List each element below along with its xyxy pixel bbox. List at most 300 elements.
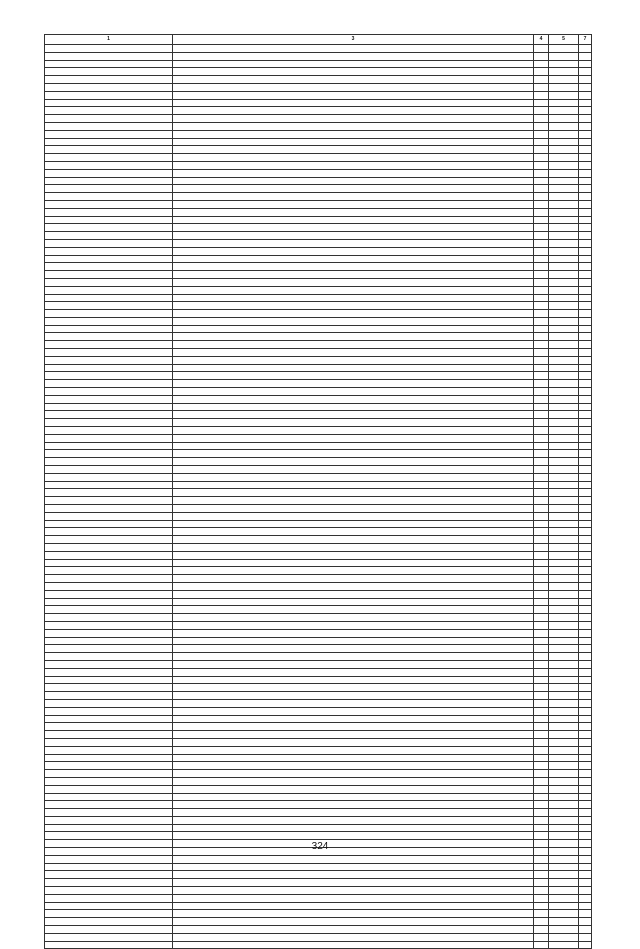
record-cell	[45, 442, 173, 450]
table-row	[45, 910, 592, 918]
table-row	[45, 107, 592, 115]
table-row	[45, 824, 592, 832]
year-cell	[549, 918, 579, 926]
year-cell	[549, 302, 579, 310]
record-cell	[45, 668, 173, 676]
marker-cell	[534, 239, 549, 247]
year-cell	[549, 403, 579, 411]
record-cell	[45, 809, 173, 817]
record-cell	[45, 855, 173, 863]
marker-cell	[579, 442, 592, 450]
record-cell	[45, 933, 173, 941]
year-cell	[549, 855, 579, 863]
record-cell	[45, 738, 173, 746]
year-cell	[549, 497, 579, 505]
work-cell	[173, 380, 534, 388]
year-cell	[549, 699, 579, 707]
record-cell	[45, 918, 173, 926]
year-cell	[549, 380, 579, 388]
record-cell	[45, 76, 173, 84]
work-cell	[173, 855, 534, 863]
year-cell	[549, 278, 579, 286]
year-cell	[549, 325, 579, 333]
year-cell	[549, 832, 579, 840]
record-cell	[45, 419, 173, 427]
work-cell	[173, 286, 534, 294]
record-cell	[45, 614, 173, 622]
header-cell: 3	[173, 35, 534, 45]
year-cell	[549, 668, 579, 676]
work-cell	[173, 738, 534, 746]
work-cell	[173, 99, 534, 107]
marker-cell	[534, 286, 549, 294]
marker-cell	[534, 216, 549, 224]
record-cell	[45, 232, 173, 240]
table-row	[45, 637, 592, 645]
table-row	[45, 341, 592, 349]
year-cell	[549, 349, 579, 357]
year-cell	[549, 582, 579, 590]
table-row	[45, 466, 592, 474]
table-row	[45, 809, 592, 817]
work-cell	[173, 926, 534, 934]
record-cell	[45, 793, 173, 801]
marker-cell	[579, 567, 592, 575]
work-cell	[173, 325, 534, 333]
marker-cell	[534, 107, 549, 115]
work-cell	[173, 551, 534, 559]
table-row	[45, 232, 592, 240]
work-cell	[173, 232, 534, 240]
marker-cell	[534, 115, 549, 123]
record-cell	[45, 879, 173, 887]
record-cell	[45, 894, 173, 902]
work-cell	[173, 83, 534, 91]
table-row	[45, 154, 592, 162]
work-cell	[173, 754, 534, 762]
record-cell	[45, 185, 173, 193]
marker-cell	[579, 356, 592, 364]
marker-cell	[534, 193, 549, 201]
marker-cell	[534, 271, 549, 279]
table-row	[45, 310, 592, 318]
year-cell	[549, 606, 579, 614]
record-cell	[45, 910, 173, 918]
header-cell: 5	[549, 35, 579, 45]
work-cell	[173, 466, 534, 474]
marker-cell	[579, 559, 592, 567]
marker-cell	[579, 746, 592, 754]
work-cell	[173, 91, 534, 99]
work-cell	[173, 544, 534, 552]
table-row	[45, 434, 592, 442]
table-row	[45, 83, 592, 91]
marker-cell	[579, 489, 592, 497]
work-cell	[173, 707, 534, 715]
table-row	[45, 505, 592, 513]
year-cell	[549, 653, 579, 661]
table-row	[45, 349, 592, 357]
marker-cell	[579, 193, 592, 201]
marker-cell	[579, 785, 592, 793]
marker-cell	[579, 403, 592, 411]
header-cell: 7	[579, 35, 592, 45]
table-row	[45, 263, 592, 271]
year-cell	[549, 715, 579, 723]
record-cell	[45, 801, 173, 809]
record-cell	[45, 832, 173, 840]
year-cell	[549, 434, 579, 442]
work-cell	[173, 138, 534, 146]
table-row	[45, 614, 592, 622]
marker-cell	[579, 645, 592, 653]
work-cell	[173, 692, 534, 700]
record-cell	[45, 169, 173, 177]
marker-cell	[579, 388, 592, 396]
marker-cell	[579, 364, 592, 372]
marker-cell	[579, 770, 592, 778]
work-cell	[173, 473, 534, 481]
work-cell	[173, 278, 534, 286]
record-cell	[45, 941, 173, 949]
marker-cell	[534, 746, 549, 754]
table-row	[45, 161, 592, 169]
table-row	[45, 715, 592, 723]
table-row	[45, 871, 592, 879]
marker-cell	[579, 660, 592, 668]
marker-cell	[579, 458, 592, 466]
year-cell	[549, 427, 579, 435]
marker-cell	[579, 325, 592, 333]
record-cell	[45, 263, 173, 271]
table-row	[45, 707, 592, 715]
marker-cell	[579, 777, 592, 785]
year-cell	[549, 801, 579, 809]
year-cell	[549, 247, 579, 255]
record-cell	[45, 637, 173, 645]
table-row	[45, 926, 592, 934]
table-row	[45, 520, 592, 528]
year-cell	[549, 91, 579, 99]
year-cell	[549, 138, 579, 146]
work-cell	[173, 559, 534, 567]
work-cell	[173, 434, 534, 442]
marker-cell	[579, 349, 592, 357]
record-cell	[45, 427, 173, 435]
table-row	[45, 528, 592, 536]
record-cell	[45, 271, 173, 279]
work-cell	[173, 816, 534, 824]
marker-cell	[579, 224, 592, 232]
marker-cell	[579, 551, 592, 559]
record-cell	[45, 582, 173, 590]
work-cell	[173, 629, 534, 637]
record-cell	[45, 395, 173, 403]
marker-cell	[534, 582, 549, 590]
year-cell	[549, 505, 579, 513]
record-cell	[45, 590, 173, 598]
work-cell	[173, 411, 534, 419]
year-cell	[549, 645, 579, 653]
marker-cell	[579, 505, 592, 513]
table-row	[45, 60, 592, 68]
marker-cell	[579, 185, 592, 193]
year-cell	[549, 887, 579, 895]
work-cell	[173, 200, 534, 208]
marker-cell	[534, 372, 549, 380]
work-cell	[173, 317, 534, 325]
marker-cell	[534, 723, 549, 731]
table-row	[45, 99, 592, 107]
marker-cell	[534, 707, 549, 715]
table-row	[45, 193, 592, 201]
record-cell	[45, 692, 173, 700]
record-cell	[45, 699, 173, 707]
table-row	[45, 286, 592, 294]
record-cell	[45, 598, 173, 606]
marker-cell	[579, 473, 592, 481]
year-cell	[549, 107, 579, 115]
year-cell	[549, 76, 579, 84]
marker-cell	[579, 590, 592, 598]
record-cell	[45, 575, 173, 583]
table-row	[45, 754, 592, 762]
record-cell	[45, 255, 173, 263]
year-cell	[549, 310, 579, 318]
year-cell	[549, 684, 579, 692]
work-cell	[173, 762, 534, 770]
table-row	[45, 411, 592, 419]
table-row	[45, 302, 592, 310]
work-cell	[173, 271, 534, 279]
work-cell	[173, 76, 534, 84]
record-cell	[45, 364, 173, 372]
table-row	[45, 380, 592, 388]
year-cell	[549, 575, 579, 583]
marker-cell	[534, 512, 549, 520]
marker-cell	[534, 738, 549, 746]
table-row	[45, 621, 592, 629]
record-cell	[45, 785, 173, 793]
work-cell	[173, 146, 534, 154]
year-cell	[549, 271, 579, 279]
work-cell	[173, 832, 534, 840]
work-cell	[173, 879, 534, 887]
table-row	[45, 216, 592, 224]
marker-cell	[534, 76, 549, 84]
work-cell	[173, 255, 534, 263]
record-cell	[45, 325, 173, 333]
record-cell	[45, 481, 173, 489]
year-cell	[549, 777, 579, 785]
table-row	[45, 52, 592, 60]
table-row	[45, 777, 592, 785]
year-cell	[549, 559, 579, 567]
marker-cell	[534, 871, 549, 879]
marker-cell	[534, 824, 549, 832]
table-row	[45, 699, 592, 707]
year-cell	[549, 239, 579, 247]
year-cell	[549, 824, 579, 832]
record-cell	[45, 567, 173, 575]
record-cell	[45, 317, 173, 325]
year-cell	[549, 520, 579, 528]
marker-cell	[579, 434, 592, 442]
marker-cell	[534, 232, 549, 240]
record-cell	[45, 341, 173, 349]
record-cell	[45, 489, 173, 497]
record-cell	[45, 770, 173, 778]
marker-cell	[579, 809, 592, 817]
marker-cell	[579, 286, 592, 294]
year-cell	[549, 692, 579, 700]
record-cell	[45, 216, 173, 224]
marker-cell	[534, 653, 549, 661]
work-cell	[173, 910, 534, 918]
record-cell	[45, 871, 173, 879]
work-cell	[173, 723, 534, 731]
marker-cell	[534, 122, 549, 130]
year-cell	[549, 536, 579, 544]
work-cell	[173, 793, 534, 801]
marker-cell	[534, 754, 549, 762]
marker-cell	[579, 99, 592, 107]
marker-cell	[579, 668, 592, 676]
marker-cell	[534, 505, 549, 513]
marker-cell	[579, 528, 592, 536]
table-row	[45, 676, 592, 684]
year-cell	[549, 770, 579, 778]
marker-cell	[579, 130, 592, 138]
marker-cell	[534, 434, 549, 442]
table-row	[45, 855, 592, 863]
marker-cell	[579, 115, 592, 123]
marker-cell	[534, 450, 549, 458]
marker-cell	[534, 887, 549, 895]
year-cell	[549, 216, 579, 224]
marker-cell	[534, 388, 549, 396]
marker-cell	[579, 793, 592, 801]
table-row	[45, 738, 592, 746]
record-cell	[45, 551, 173, 559]
table-row	[45, 582, 592, 590]
table-row	[45, 395, 592, 403]
marker-cell	[579, 614, 592, 622]
record-cell	[45, 52, 173, 60]
table-row	[45, 122, 592, 130]
marker-cell	[534, 255, 549, 263]
work-cell	[173, 107, 534, 115]
table-row	[45, 816, 592, 824]
marker-cell	[579, 232, 592, 240]
work-cell	[173, 372, 534, 380]
work-cell	[173, 349, 534, 357]
marker-cell	[579, 699, 592, 707]
marker-cell	[579, 161, 592, 169]
marker-cell	[579, 91, 592, 99]
marker-cell	[579, 60, 592, 68]
marker-cell	[579, 341, 592, 349]
record-cell	[45, 466, 173, 474]
table-row	[45, 606, 592, 614]
work-cell	[173, 614, 534, 622]
record-cell	[45, 388, 173, 396]
year-cell	[549, 894, 579, 902]
year-cell	[549, 341, 579, 349]
marker-cell	[579, 380, 592, 388]
marker-cell	[534, 910, 549, 918]
work-cell	[173, 364, 534, 372]
record-cell	[45, 528, 173, 536]
record-cell	[45, 676, 173, 684]
marker-cell	[534, 629, 549, 637]
year-cell	[549, 660, 579, 668]
table-row	[45, 146, 592, 154]
table-row	[45, 247, 592, 255]
marker-cell	[534, 676, 549, 684]
year-cell	[549, 208, 579, 216]
work-cell	[173, 637, 534, 645]
year-cell	[549, 762, 579, 770]
marker-cell	[534, 458, 549, 466]
marker-cell	[534, 263, 549, 271]
year-cell	[549, 902, 579, 910]
record-cell	[45, 606, 173, 614]
table-row	[45, 770, 592, 778]
marker-cell	[579, 684, 592, 692]
year-cell	[549, 161, 579, 169]
marker-cell	[579, 83, 592, 91]
work-cell	[173, 785, 534, 793]
work-cell	[173, 536, 534, 544]
table-row	[45, 91, 592, 99]
marker-cell	[534, 395, 549, 403]
work-cell	[173, 458, 534, 466]
marker-cell	[579, 450, 592, 458]
marker-cell	[579, 910, 592, 918]
table-row	[45, 427, 592, 435]
record-cell	[45, 473, 173, 481]
year-cell	[549, 528, 579, 536]
marker-cell	[579, 879, 592, 887]
marker-cell	[534, 692, 549, 700]
table-row	[45, 941, 592, 949]
marker-cell	[534, 403, 549, 411]
marker-cell	[534, 161, 549, 169]
record-cell	[45, 208, 173, 216]
table-row	[45, 278, 592, 286]
year-cell	[549, 372, 579, 380]
work-cell	[173, 154, 534, 162]
marker-cell	[579, 177, 592, 185]
marker-cell	[579, 333, 592, 341]
marker-cell	[579, 146, 592, 154]
marker-cell	[579, 902, 592, 910]
record-cell	[45, 122, 173, 130]
marker-cell	[534, 99, 549, 107]
marker-cell	[579, 122, 592, 130]
record-cell	[45, 887, 173, 895]
marker-cell	[579, 497, 592, 505]
record-cell	[45, 146, 173, 154]
record-cell	[45, 333, 173, 341]
table-row	[45, 933, 592, 941]
year-cell	[549, 99, 579, 107]
year-cell	[549, 317, 579, 325]
marker-cell	[534, 177, 549, 185]
marker-cell	[534, 777, 549, 785]
record-cell	[45, 505, 173, 513]
